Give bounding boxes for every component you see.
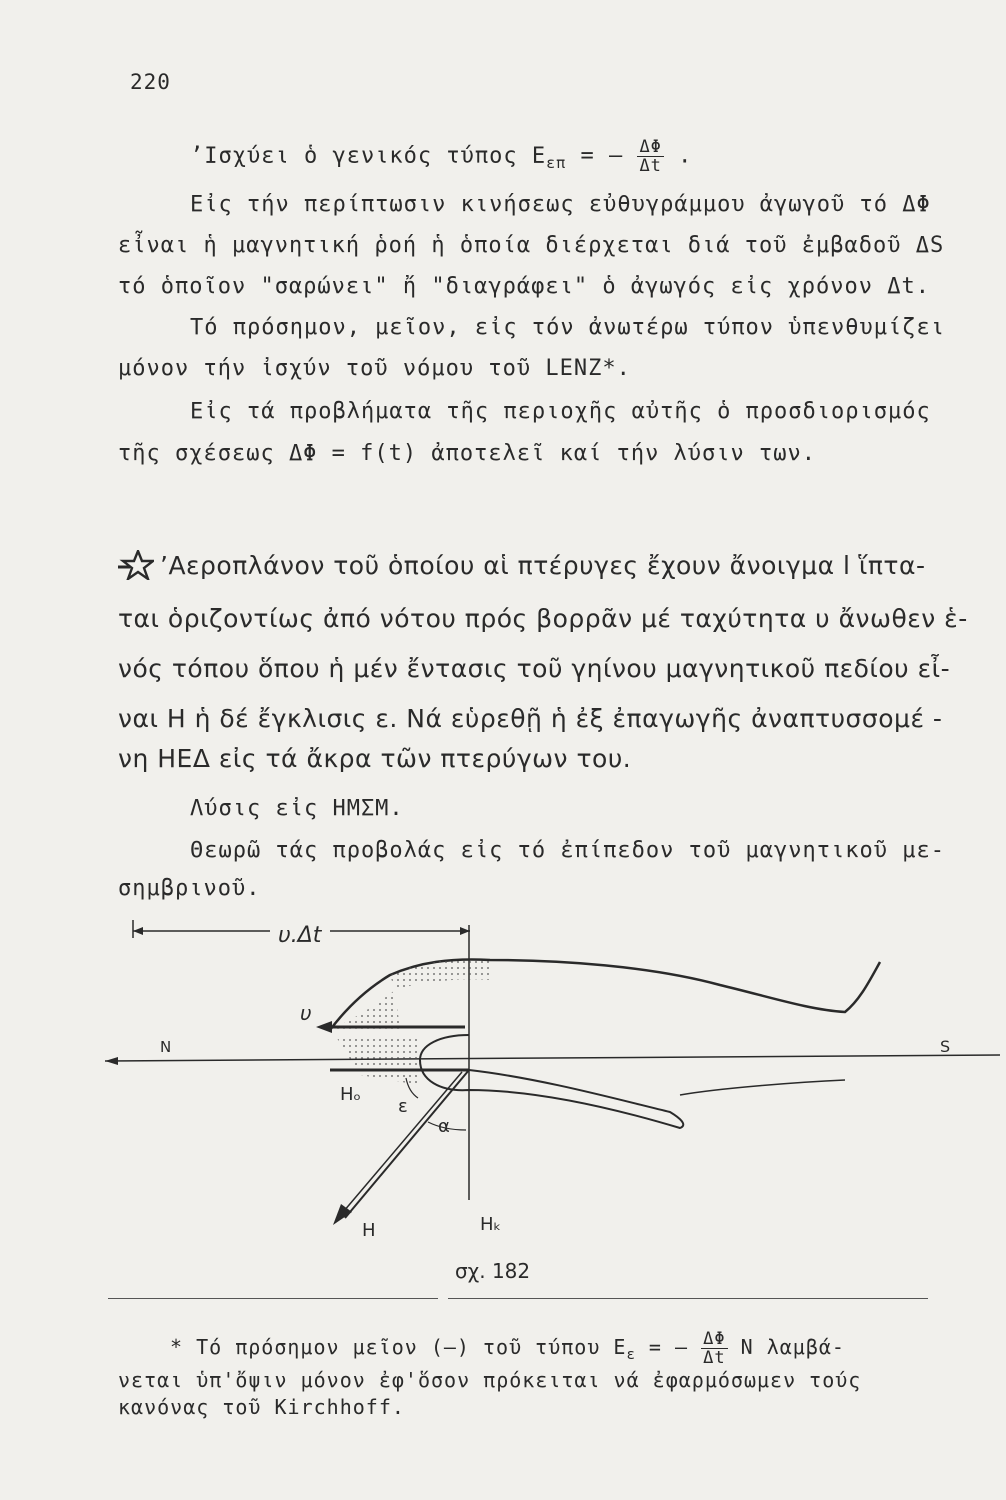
label-s: S bbox=[940, 1037, 951, 1056]
intro-line-5: Τό πρόσημον, μεῖον, εἰς τόν ἀνωτέρω τύπον ὑπενθυμίζει bbox=[190, 315, 945, 340]
airplane-shading bbox=[390, 960, 490, 990]
figure-caption: σχ. 182 bbox=[455, 1259, 531, 1283]
vdt-dimension bbox=[133, 920, 470, 948]
problem-line-1-text: ’Αεροπλάνον τοῦ ὁποίου αἱ πτέρυγες ἔχουν ἄνοιγμα l ἵπτα- bbox=[160, 551, 926, 580]
intro-line-6: μόνον τήν ἰσχύν τοῦ νόμου τοῦ LENZ*. bbox=[118, 356, 631, 381]
label-eps: ε bbox=[398, 1096, 408, 1117]
intro-line-1 bbox=[190, 138, 692, 175]
footnote-line-1-text: * Τό πρόσημον μεῖον (–) τοῦ τύπου Ε bbox=[170, 1335, 627, 1359]
intro-line-1-sub: επ bbox=[546, 153, 567, 172]
footnote-line-1-suffix: Ν λαμβά- bbox=[727, 1335, 845, 1359]
footnote-rule-left bbox=[108, 1298, 438, 1299]
intro-line-1-text: ’Ισχύει ὁ γενικός τύπος Ε bbox=[190, 143, 547, 169]
label-n: N bbox=[160, 1038, 172, 1056]
tail-line bbox=[680, 1080, 845, 1095]
footnote-line-3: κανόνας τοῦ Kirchhoff. bbox=[118, 1395, 405, 1419]
intro-line-4: τό ὁποῖον "σαρώνει" ἤ "διαγράφει" ὁ ἀγωγός εἰς χρόνον Δt. bbox=[118, 274, 930, 299]
label-v: υ bbox=[300, 1001, 312, 1025]
label-h: H bbox=[362, 1220, 376, 1241]
solution-line-1: Λύσις εἰς ΗΜΣΜ. bbox=[190, 796, 404, 821]
label-hk: Hₖ bbox=[480, 1214, 502, 1235]
intro-line-1-end: . bbox=[678, 143, 693, 169]
footnote-line-2: νεται ὑπ'ὄψιν μόνον ἐφ'ὅσον πρόκειται νά ἐφαρμόσωμεν τούς bbox=[118, 1368, 862, 1392]
intro-line-1-eq: = – bbox=[566, 143, 624, 169]
problem-line-5: νη ΗΕΔ εἰς τά ἄκρα τῶν πτερύγων του. bbox=[118, 744, 632, 773]
footnote-fraction bbox=[701, 1330, 727, 1367]
page-number: 220 bbox=[130, 70, 171, 94]
intro-fraction-num: ΔΦ bbox=[639, 137, 662, 157]
intro-line-3: εἶναι ἡ μαγνητική ῥοή ἡ ὁποία διέρχεται διά τοῦ ἐμβαδοῦ ΔS bbox=[118, 233, 945, 258]
intro-line-8: τῆς σχέσεως ΔΦ = f(t) ἀποτελεῖ καί τήν λύσιν των. bbox=[118, 441, 817, 466]
solution-line-3: σημβρινοῦ. bbox=[118, 876, 261, 901]
footnote-rule-right bbox=[448, 1298, 928, 1299]
horizon-arrow bbox=[105, 1057, 118, 1065]
footnote-eq: = – bbox=[635, 1335, 689, 1359]
footnote-fraction-num: ΔΦ bbox=[703, 1329, 726, 1349]
problem-line-2: ται ὁριζοντίως ἀπό νότου πρός βορρᾶν μέ ταχύτητα υ ἄνωθεν ἑ- bbox=[118, 604, 968, 633]
horizon-line bbox=[105, 1055, 1000, 1061]
intro-fraction bbox=[637, 138, 663, 175]
intro-fraction-den: Δt bbox=[639, 156, 662, 176]
solution-line-2: Θεωρῶ τάς προβολάς εἰς τό ἐπίπεδον τοῦ μαγνητικοῦ με- bbox=[190, 838, 945, 863]
problem-line-1 bbox=[118, 550, 925, 580]
velocity-arrowhead bbox=[316, 1021, 332, 1033]
intro-line-7: Εἰς τά προβλήματα τῆς περιοχῆς αὐτῆς ὁ προσδιορισμός bbox=[190, 399, 931, 424]
label-vdt: υ.Δt bbox=[278, 923, 322, 948]
footnote-line-1 bbox=[170, 1330, 845, 1367]
cockpit-shading bbox=[330, 990, 400, 1030]
label-alpha: α bbox=[438, 1116, 450, 1137]
problem-line-3: νός τόπου ὅπου ἡ μέν ἔντασις τοῦ γηίνου μαγνητικοῦ πεδίου εἶ- bbox=[118, 654, 951, 683]
intro-line-2: Εἰς τήν περίπτωσιν κινήσεως εὐθυγράμμου ἀγωγοῦ τό ΔΦ bbox=[190, 192, 931, 217]
figure-182 bbox=[0, 900, 1006, 1295]
star-icon bbox=[118, 550, 154, 580]
label-h0: Hₒ bbox=[340, 1084, 361, 1105]
footnote-fraction-den: Δt bbox=[703, 1348, 726, 1368]
footnote-sub: ε bbox=[626, 1347, 636, 1363]
h-vector bbox=[345, 1070, 469, 1218]
problem-line-4: ναι Η ἡ δέ ἔγκλισις ε. Νά εὑρεθῇ ἡ ἐξ ἐπαγωγῆς ἀναπτυσσομέ - bbox=[118, 704, 943, 733]
